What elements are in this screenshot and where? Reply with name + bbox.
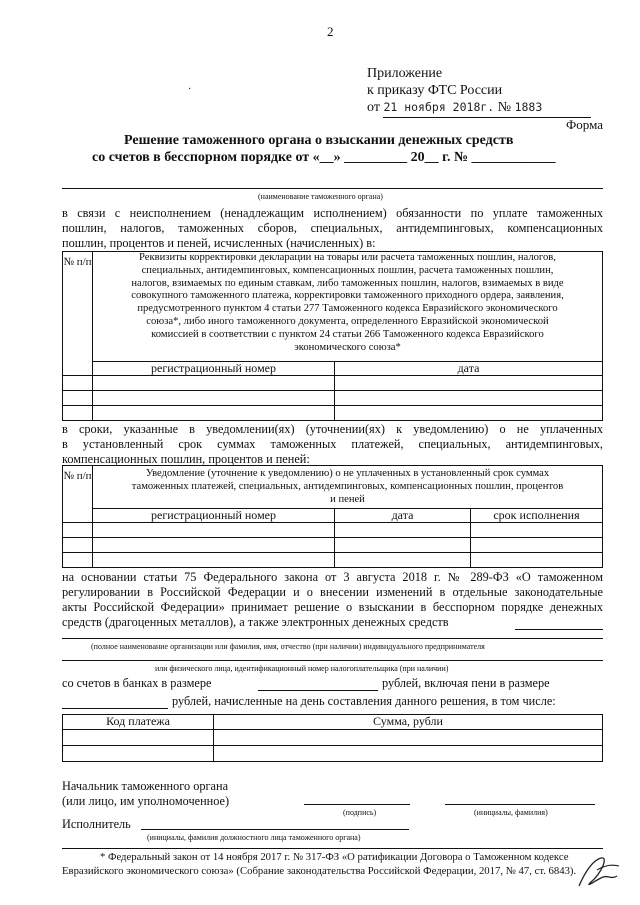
organization-caption: (полное наименование организации или фамилия, имя, отчество (при наличии) индивидуального предпринимателя [91,642,485,651]
customs-organ-caption: (наименование таможенного органа) [258,192,383,201]
amount-field[interactable] [258,690,378,691]
footnote-line-1: * Федеральный закон от 14 ноября 2017 г. № 317-ФЗ «О ратификации Договора о Таможенном кодексе [100,851,569,863]
page-subtitle: со счетов в бесспорном порядке от «__» _________ 20__ г. № ____________ [92,150,556,165]
table-cell[interactable] [335,391,603,406]
table-cell[interactable] [214,730,603,746]
page-number: 2 [327,24,334,39]
notification-header-line: и пеней [330,493,365,505]
organization-field[interactable] [62,638,603,639]
order-date-underline [383,117,591,118]
order-number: 1883 [514,100,543,114]
paragraph-1-line: в связи с неисполнением (ненадлежащим исполнением) обязанности по уплате таможенных [62,206,603,220]
paragraph-3-line: средств (драгоценных металлов), а также электронных денежных средств [62,615,449,629]
table-cell[interactable] [63,538,93,553]
customs-organ-field [62,188,603,189]
physical-person-caption: или физического лица, идентификационный номер налогоплательщика (при наличии) [155,664,449,673]
paragraph-1 [62,206,603,251]
paragraph-3-line: регулировании в Российской Федерации и о внесении изменений в отдельные законодательные [62,585,603,599]
table-cell[interactable] [471,553,603,568]
table-cell[interactable] [63,553,93,568]
table-cell[interactable] [63,406,93,421]
executor-field[interactable] [141,829,409,830]
table-cell[interactable] [93,553,335,568]
chief-label: Начальник таможенного органа [62,779,229,793]
paragraph-1-line: пошлин, процентов и пеней, исчисленных (начисленных) в: [62,236,376,250]
signature-field[interactable] [304,804,410,805]
table-cell[interactable] [335,406,603,421]
col-date: дата [335,362,603,376]
table-cell[interactable] [335,523,471,538]
paragraph-3-line: акты Российской Федерации» принимает решение о взыскании в бесспорном порядке денежных [62,600,603,614]
executor-caption: (инициалы, фамилия должностного лица таможенного органа) [147,833,361,842]
col-payment-code: Код платежа [63,715,214,730]
funds-field-inline[interactable] [515,629,603,630]
col-num-header [63,466,93,523]
order-reference: к приказу ФТС России [367,83,503,98]
table-cell[interactable] [93,406,335,421]
paragraph-2-line: компенсационных пошлин, процентов и пеней: [62,452,310,466]
col-reg-number: регистрационный номер [93,509,335,523]
declaration-header-line: налогов, взимаемых по единым ставкам, либо таможенных пошлин, налогов, взимаемых в виде [131,277,564,289]
footnote-separator [62,848,603,849]
table-cell[interactable] [63,523,93,538]
table-cell[interactable] [335,538,471,553]
table-cell[interactable] [93,523,335,538]
table-cell[interactable] [471,538,603,553]
col-term: срок исполнения [471,509,603,523]
table-cell[interactable] [63,391,93,406]
declaration-table [62,251,603,421]
signature-caption: (подпись) [343,808,377,817]
table-cell[interactable] [93,391,335,406]
declaration-header-line: экономического союза* [294,341,401,353]
table-cell[interactable] [63,376,93,391]
form-label: Форма [566,117,603,132]
penalty-field[interactable] [62,708,168,709]
order-date: 21 ноября 2018г. [383,100,495,114]
col-num-header [63,252,93,376]
stray-dot-icon: · [188,84,192,95]
executor-label: Исполнитель [62,817,131,831]
physical-person-field[interactable] [62,660,603,661]
paragraph-2-line: в сроки, указанные в уведомлении(ях) (уточнении(ях) к уведомлению) о не уплаченных [62,422,603,436]
col-sum: Сумма, рубли [214,715,603,730]
paragraph-2 [62,422,603,467]
declaration-header-line: специальных, антидемпинговых, компенсационных пошлин, расчета таможенных пошлин, [141,264,554,276]
table-cell[interactable] [63,746,214,762]
page-title: Решение таможенного органа о взыскании денежных средств [124,133,514,148]
declaration-header-line: совокупного таможенного платежа, корректировки таможенного приходного ордера, заявления, [131,290,564,302]
col-num-text: № п/п [63,256,92,268]
from-label: от [367,100,380,115]
paragraph-3-line: на основании статьи 75 Федерального закона от 3 августа 2018 г. № 289-ФЗ «О таможенном [62,570,603,584]
table-cell[interactable] [471,523,603,538]
col-date: дата [335,509,471,523]
declaration-header-line: предусмотренного пунктом 4 статьи 277 Таможенного кодекса Евразийского экономического [137,303,558,315]
appendix-label: Приложение [367,66,443,81]
notification-header-line: таможенных платежей, специальных, антидемпинговых, компенсационных пошлин, процентов [131,480,564,492]
table-cell[interactable] [93,538,335,553]
handwritten-initials-icon [571,852,623,896]
amount-line-1a: со счетов в банках в размере [62,676,212,690]
order-date-row [367,100,542,116]
declaration-header-line: союза*, либо иного таможенного документа, определенного Евразийской экономической [146,315,549,327]
chief-sublabel: (или лицо, им уполномоченное) [62,794,230,808]
amount-line-1b: рублей, включая пени в размере [382,676,550,690]
number-sign: № [497,100,512,115]
notification-table [62,465,603,568]
table-cell[interactable] [63,730,214,746]
col-num-text: № п/п [63,470,92,482]
paragraph-1-line: пошлин, налогов, таможенных сборов, специальных, антидемпинговых, компенсационных [62,221,603,235]
declaration-header-line: Реквизиты корректировки декларации на товары или расчета таможенных пошлин, налогов, [139,252,556,263]
payment-codes-table [62,714,603,762]
footnote-line-2: Евразийского экономического союза» (Собрание законодательства Российской Федерации, 2017, № 47, ст. 6843). [62,865,577,877]
table-cell[interactable] [335,376,603,391]
paragraph-2-line: в установленный срок суммах таможенных платежей, специальных, антидемпинговых, [62,437,603,451]
paragraph-3 [62,570,603,630]
declaration-header-line: комиссией в соответствии с пунктом 24 статьи 266 Таможенного кодекса Евразийского [151,328,544,340]
declaration-header [93,252,603,362]
table-cell[interactable] [93,376,335,391]
table-cell[interactable] [335,553,471,568]
notification-header [93,466,603,509]
notification-header-line: Уведомление (уточнение к уведомлению) о не уплаченных в установленный срок суммах [145,468,550,479]
col-reg-number: регистрационный номер [93,362,335,376]
table-cell[interactable] [214,746,603,762]
amount-line-2: рублей, начисленные на день составления данного решения, в том числе: [172,694,556,708]
initials-caption: (инициалы, фамилия) [474,808,548,817]
initials-field[interactable] [445,804,595,805]
